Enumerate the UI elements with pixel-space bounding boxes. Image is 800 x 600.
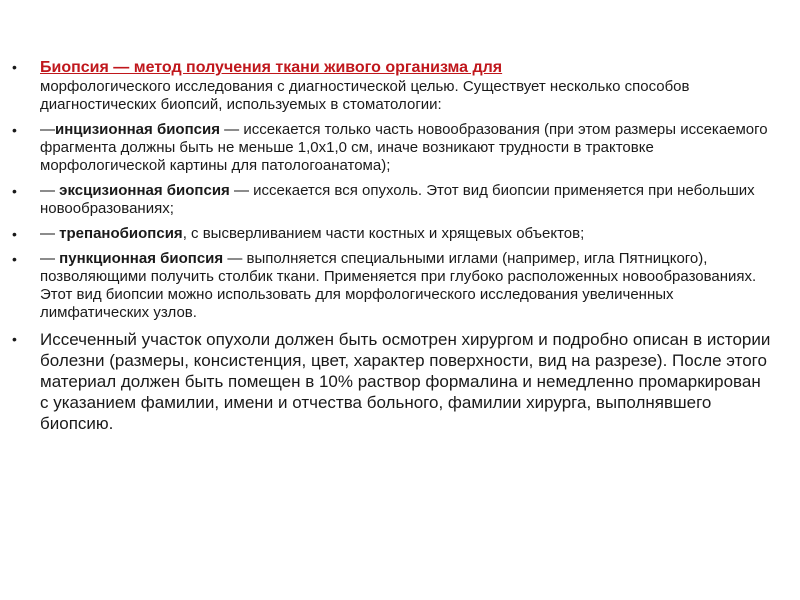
bullet-icon: •: [12, 251, 17, 267]
bullet-icon: •: [12, 183, 17, 199]
list-item-incisional: [12, 121, 772, 175]
item-text: — иссекается только часть новообразования (при этом размеры иссекаемого фрагмента должны быть не меньше 1,0х1,0 см, иначе возникают трудности в трактовке морфологической картины для патологоанатома);: [40, 121, 768, 174]
item-text: — выполняется специальными иглами (например, игла Пятницкого), позволяющими получить столбик ткани. Применяется при глубоко расположенных новообразованиях. Этот вид биопсии можно использовать для морфологического исследования увеличенных лимфатических узлов.: [40, 250, 757, 321]
item-text: , с высверливанием части костных и хрящевых объектов;: [182, 225, 585, 242]
definition-heading: Биопсия — метод получения ткани живого организма для: [40, 59, 503, 76]
item-prefix: —: [40, 182, 60, 199]
bullet-icon: •: [12, 59, 17, 75]
bullet-icon: •: [12, 331, 17, 347]
list-item-puncture: [12, 250, 772, 322]
list-item-definition: [12, 58, 772, 114]
item-prefix: —: [40, 121, 55, 138]
item-text: — иссекается вся опухоль. Этот вид биопсии применяется при небольших новообразованиях;: [40, 182, 755, 217]
term-trepanobiopsy: трепанобиопсия: [59, 225, 183, 242]
term-incisional: инцизионная биопсия: [55, 121, 220, 138]
procedure-text: Иссеченный участок опухоли должен быть осмотрен хирургом и подробно описан в истории болезни (размеры, консистенция, цвет, характер поверхности, вид на разрезе). После этого материал должен быть помещен в 10% раствор формалина и немедленно промаркирован с указанием фамилии, имени и отчества больного, фамилии хирурга, выполнявшего биопсию.: [40, 330, 771, 433]
bullet-list: [12, 58, 772, 434]
term-excisional: эксцизионная биопсия: [59, 182, 230, 199]
term-puncture: пункционная биопсия: [59, 250, 224, 267]
list-item-trepanobiopsy: [12, 225, 772, 243]
definition-text: морфологического исследования с диагностической целью. Существует несколько способов диагностических биопсий, используемых в стоматологии:: [40, 78, 690, 113]
list-item-procedure: [12, 329, 772, 434]
bullet-icon: •: [12, 122, 17, 138]
list-item-excisional: [12, 182, 772, 218]
bullet-icon: •: [12, 226, 17, 242]
item-prefix: —: [40, 225, 60, 242]
item-prefix: —: [40, 250, 60, 267]
